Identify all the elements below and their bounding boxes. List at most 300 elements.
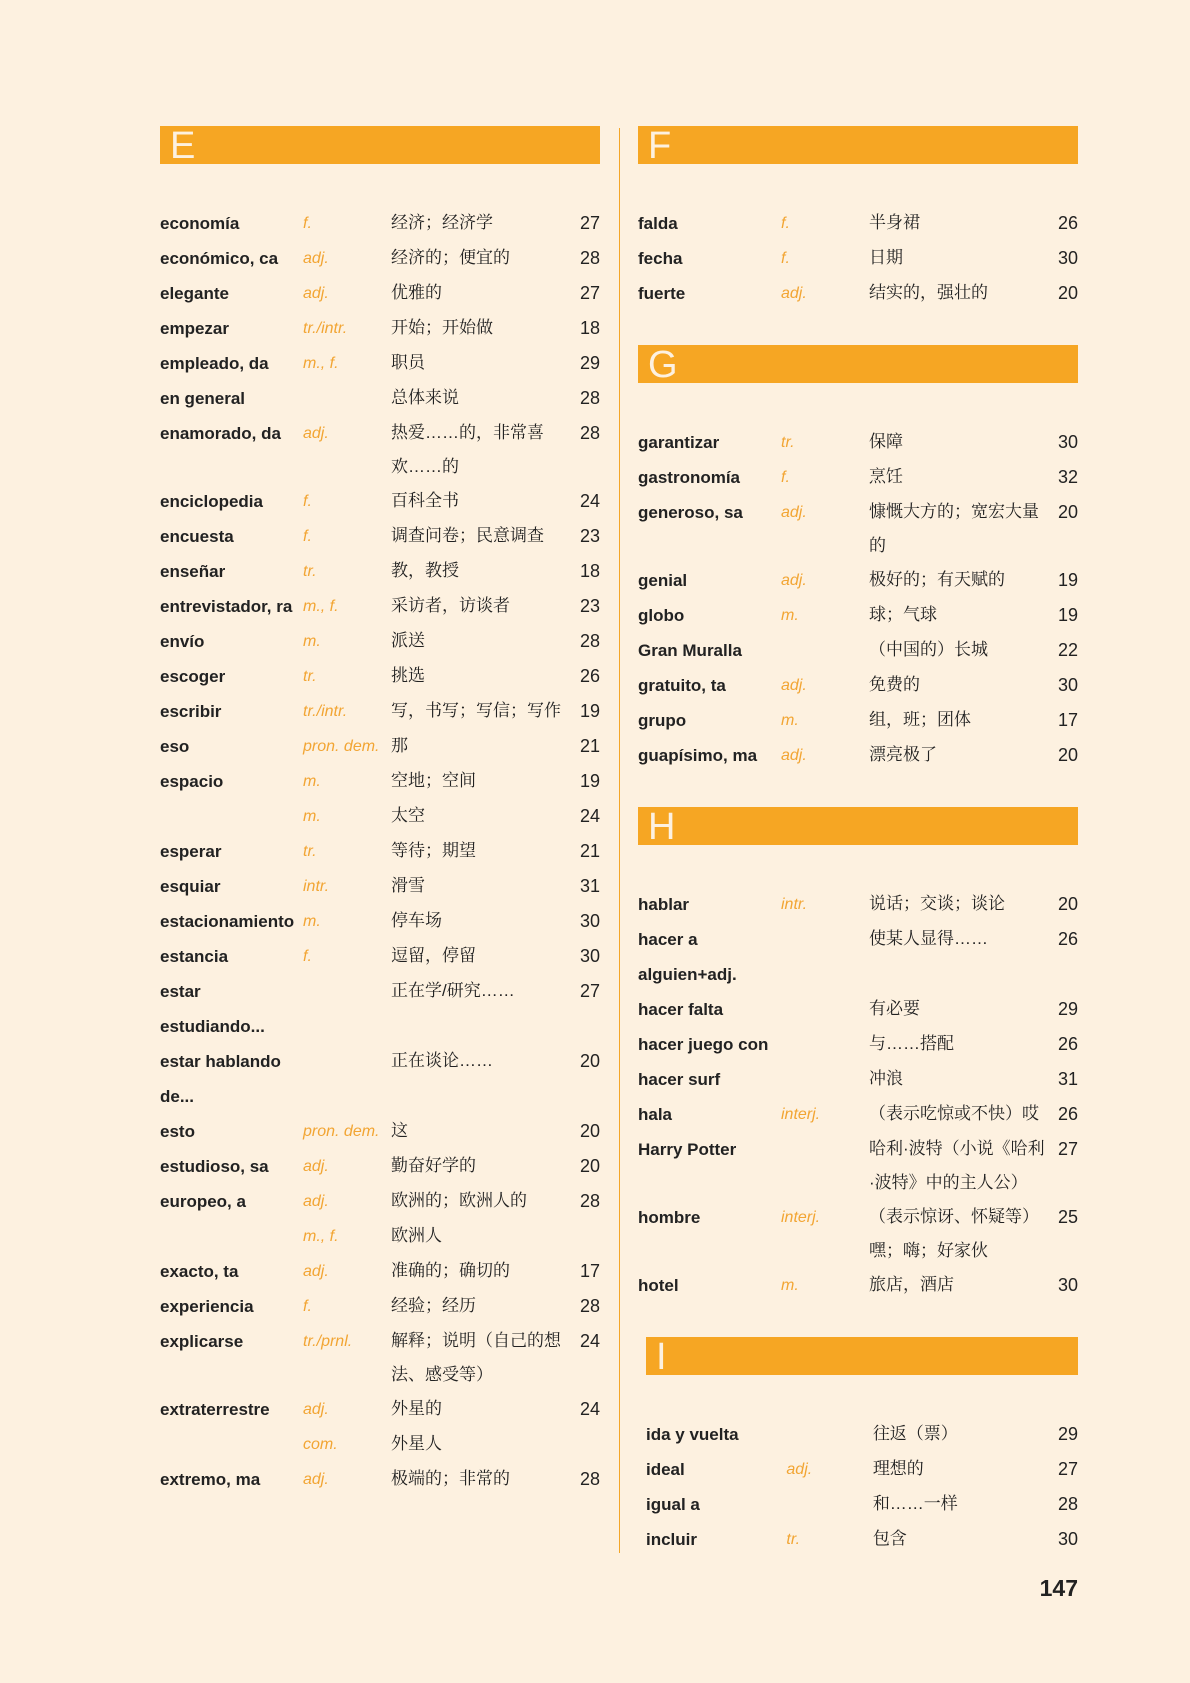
entry-page: 17 [579,1261,600,1281]
entry-row [638,1097,1078,1132]
entry-row [160,834,600,869]
entry-page: 28 [579,1296,600,1316]
entry-row [160,1289,600,1324]
entry-row [160,589,600,624]
entry-page: 28 [579,248,600,268]
entry-pos: adj. [303,1158,329,1175]
entry-word: igual a [646,1495,700,1514]
entry-word: extremo, ma [160,1470,261,1489]
entry-page: 24 [579,1399,600,1419]
entry-row [638,460,1078,495]
entry-word: hacer surf [638,1070,721,1089]
entry-word: eso [160,737,190,756]
entry-word: elegante [160,284,229,303]
entry-row [646,1522,1078,1557]
entry-page: 29 [579,353,600,373]
entry-pos: tr./intr. [303,320,348,337]
entry-page: 26 [1057,1034,1078,1054]
entry-word: estar hablando de... [160,1052,281,1106]
entry-page: 20 [579,1121,600,1141]
entry-page: 24 [579,806,600,826]
entry-word: generoso, sa [638,503,743,522]
entry-row [160,1114,600,1149]
entry-pos [781,922,869,992]
entry-pos: m., f. [303,355,339,372]
section-letter-band: G [638,345,1078,383]
entry-word: enamorado, da [160,424,281,443]
entry-row [160,729,600,764]
entry-meaning: 挑选 [391,666,425,685]
entry-word: encuesta [160,527,234,546]
entry-page: 30 [1057,248,1078,268]
entry-page: 26 [1057,1104,1078,1124]
entry-page: 21 [579,841,600,861]
entry-row [160,624,600,659]
entry-pos: adj. [781,285,807,302]
entry-meaning: 经济的；便宜的 [391,248,510,267]
entry-word: empleado, da [160,354,269,373]
entry-page: 17 [1057,710,1078,730]
entry-word: enseñar [160,562,226,581]
entry-meaning: 和……一样 [872,1494,958,1513]
entry-word: esquiar [160,877,221,896]
entry-word: estar estudiando... [160,982,265,1036]
entry-word: guapísimo, ma [638,746,758,765]
entry-meaning: 调查问卷；民意调查 [391,526,544,545]
entry-meaning: 经济；经济学 [391,213,493,232]
entry-word: empezar [160,319,229,338]
entry-meaning: （表示吃惊或不快）哎 [869,1104,1039,1123]
entry-pos [781,992,869,1027]
entry-row [160,904,600,939]
section-letter-band: E [160,126,600,164]
left-column [160,126,600,1497]
entry-meaning: 开始；开始做 [391,318,493,337]
entry-page: 21 [579,736,600,756]
entry-row [646,1417,1078,1452]
entry-word: escribir [160,702,222,721]
entry-word [160,1427,303,1462]
page-number: 147 [1039,1575,1078,1601]
entry-row [160,799,600,834]
entry-pos: tr. [303,668,317,685]
entry-meaning: （中国的）长城 [869,640,988,659]
entry-pos: f. [303,215,312,232]
entry-pos: m. [303,773,321,790]
entry-pos: intr. [303,878,330,895]
entry-pos [303,1044,391,1114]
entry-row [160,206,600,241]
entry-meaning: 外星的 [391,1399,442,1418]
entry-page: 20 [1057,283,1078,303]
entry-meaning: 百科全书 [391,491,459,510]
entry-meaning: 派送 [391,631,425,650]
entry-meaning: 保障 [869,432,903,451]
entry-row [646,1487,1078,1522]
entry-word: exacto, ta [160,1262,239,1281]
entry-pos: m. [781,607,799,624]
entry-pos: f. [303,1298,312,1315]
entry-meaning: 正在谈论…… [391,1051,493,1070]
entry-word: estudioso, sa [160,1157,269,1176]
entry-pos: adj. [781,747,807,764]
entry-pos: tr./intr. [303,703,348,720]
entry-word: entrevistador, ra [160,597,293,616]
entry-pos: tr. [781,434,795,451]
entry-meaning: 写，书写；写信；写作 [391,701,561,720]
entry-meaning: 经验；经历 [391,1296,476,1315]
entry-row [160,869,600,904]
entry-meaning: 逗留，停留 [391,946,476,965]
entry-word: enciclopedia [160,492,263,511]
entry-page: 27 [1057,1139,1078,1159]
entry-word: escoger [160,667,226,686]
entry-word: Harry Potter [638,1140,737,1159]
entry-word: en general [160,389,246,408]
entry-meaning: 空地；空间 [391,771,476,790]
entry-pos: tr. [303,843,317,860]
entry-word: hala [638,1105,673,1124]
entry-meaning: （表示惊讶、怀疑等）嘿；嗨；好家伙 [869,1207,1039,1260]
entry-row [638,1200,1078,1268]
entry-page: 27 [579,213,600,233]
entry-meaning: 烹饪 [869,467,903,486]
entry-page: 28 [1057,1494,1079,1514]
entry-meaning: 太空 [391,806,425,825]
entry-meaning: 冲浪 [869,1069,903,1088]
entry-pos: m. [303,633,321,650]
entry-word: hacer falta [638,1000,724,1019]
entry-word: incluir [646,1530,698,1549]
entry-pos: intr. [781,896,808,913]
entry-meaning: 极好的；有天赋的 [869,570,1005,589]
entry-pos: com. [303,1436,338,1453]
entry-page: 29 [1057,999,1078,1019]
entry-row [160,381,600,416]
entry-row [160,1149,600,1184]
entry-page: 28 [579,1191,600,1211]
entry-row [638,703,1078,738]
entry-pos: interj. [781,1106,821,1123]
entry-page: 30 [1057,1529,1079,1549]
entry-row [160,764,600,799]
entry-pos: tr./prnl. [303,1333,353,1350]
entry-meaning: 使某人显得…… [869,929,988,948]
entry-page: 32 [1057,467,1078,487]
entry-row [160,311,600,346]
entry-word: europeo, a [160,1192,246,1211]
entry-pos: adj. [781,504,807,521]
entry-pos: adj. [303,1263,329,1280]
entry-word: fecha [638,249,683,268]
entry-page: 19 [579,771,600,791]
entry-meaning: 这 [391,1121,408,1140]
entry-row [638,598,1078,633]
entry-pos: adj. [781,677,807,694]
entry-meaning: 结实的，强壮的 [869,283,988,302]
entry-page: 24 [579,491,600,511]
entry-meaning: 勤奋好学的 [391,1156,476,1175]
entry-page: 30 [1057,1275,1078,1295]
entry-page: 25 [1057,1207,1078,1227]
entry-page: 27 [579,283,600,303]
entry-page: 27 [1057,1459,1079,1479]
entry-row [160,1044,600,1114]
entry-meaning: 哈利·波特（小说《哈利·波特》中的主人公） [869,1139,1045,1192]
column-divider [619,128,620,1553]
entry-meaning: 半身裙 [869,213,920,232]
entry-row [160,1324,600,1392]
entry-word: esperar [160,842,222,861]
entry-page: 20 [1057,894,1078,914]
entry-page: 28 [579,423,600,443]
entry-meaning: 极端的；非常的 [391,1469,510,1488]
entry-meaning: 有必要 [869,999,920,1018]
entry-row [160,346,600,381]
entry-meaning: 准确的；确切的 [391,1261,510,1280]
entry-pos: f. [303,493,312,510]
entry-row [160,416,600,484]
entry-pos: m. [781,1277,799,1294]
entry-meaning: 优雅的 [391,283,442,302]
entry-word: estacionamiento [160,912,295,931]
entry-pos: f. [781,250,790,267]
entry-row [638,992,1078,1027]
entry-meaning: 等待；期望 [391,841,476,860]
entry-row [160,974,600,1044]
entry-row [160,1427,600,1462]
entry-pos: adj. [303,1193,329,1210]
entry-meaning: 球；气球 [869,605,937,624]
entry-pos: tr. [786,1531,801,1548]
entry-row [638,276,1078,311]
entry-pos: m., f. [303,1228,339,1245]
entry-row [638,425,1078,460]
entry-word: hotel [638,1276,679,1295]
entry-word: falda [638,214,678,233]
entry-page: 18 [579,318,600,338]
entry-row [160,241,600,276]
entry-meaning: 职员 [391,353,425,372]
entry-pos [786,1487,872,1522]
entry-row [638,738,1078,773]
section-e [160,126,600,1497]
entry-row [638,1132,1078,1200]
entry-word: espacio [160,772,224,791]
entry-page: 18 [579,561,600,581]
entry-meaning: 理想的 [872,1459,924,1478]
entry-meaning: 正在学/研究…… [391,981,515,1000]
entry-word: económico, ca [160,249,279,268]
entry-word: hombre [638,1208,701,1227]
entry-pos: pron. dem. [303,738,380,755]
entry-pos: adj. [303,1471,329,1488]
entry-pos: adj. [303,425,329,442]
entry-meaning: 与……搭配 [869,1034,954,1053]
entry-row [638,887,1078,922]
entry-meaning: 总体来说 [391,388,459,407]
section-f [638,126,1078,311]
entry-pos: pron. dem. [303,1123,380,1140]
section-h [638,807,1078,1303]
entry-meaning: 采访者，访谈者 [391,596,510,615]
entry-page: 20 [579,1051,600,1071]
entry-pos: f. [781,469,790,486]
entry-page: 23 [579,526,600,546]
entry-meaning: 停车场 [391,911,442,930]
entry-meaning: 往返（票） [872,1424,958,1443]
entry-pos [786,1417,872,1452]
entry-row [160,1219,600,1254]
entry-page: 30 [579,911,600,931]
entry-pos: m. [303,913,321,930]
entry-page: 31 [579,876,600,896]
entry-pos: f. [303,528,312,545]
entry-word: explicarse [160,1332,244,1351]
entry-page [567,1219,600,1254]
entry-word [160,1219,303,1254]
entry-pos: interj. [781,1209,821,1226]
entry-meaning: 漂亮极了 [869,745,937,764]
entry-word: hacer a alguien+adj. [638,930,737,984]
entry-meaning: 日期 [869,248,903,267]
entry-pos: adj. [786,1461,813,1478]
entry-word: genial [638,571,688,590]
entry-row [638,495,1078,563]
entry-meaning: 组，班；团体 [869,710,971,729]
entry-page: 19 [1057,605,1078,625]
entry-page: 23 [579,596,600,616]
entry-word: envío [160,632,205,651]
entry-page: 30 [1057,675,1078,695]
entry-meaning: 旅店，酒店 [869,1275,954,1294]
entry-page: 24 [579,1331,600,1351]
entry-word: garantizar [638,433,720,452]
entry-page: 28 [579,1469,600,1489]
entry-page: 29 [1057,1424,1079,1444]
entry-pos [303,974,391,1044]
entry-meaning: 热爱……的，非常喜欢……的 [391,423,544,476]
right-column [638,126,1078,1557]
entry-pos: m. [303,808,321,825]
entry-pos: m. [781,712,799,729]
entry-meaning: 外星人 [391,1434,442,1453]
entry-pos: adj. [781,572,807,589]
entry-row [160,554,600,589]
entry-word: fuerte [638,284,686,303]
entry-word: ideal [646,1460,685,1479]
entry-word: Gran Muralla [638,641,742,660]
entry-word: gastronomía [638,468,741,487]
entry-page: 31 [1057,1069,1078,1089]
entry-row [638,922,1078,992]
entry-meaning: 欧洲人 [391,1226,442,1245]
section-letter-band: H [638,807,1078,845]
section-letter-band: I [646,1337,1078,1375]
entry-page [567,1427,600,1462]
entry-page: 22 [1057,640,1078,660]
entry-page: 20 [579,1156,600,1176]
entry-row [638,563,1078,598]
entry-page: 30 [579,946,600,966]
entry-word: hablar [638,895,690,914]
entry-meaning: 滑雪 [391,876,425,895]
entry-row [160,519,600,554]
entry-word: grupo [638,711,687,730]
entry-word: experiencia [160,1297,254,1316]
entry-pos [303,381,391,416]
entry-page: 26 [1057,213,1078,233]
entry-word: hacer juego con [638,1035,769,1054]
entry-pos [781,1132,869,1200]
entry-meaning: 欧洲的；欧洲人的 [391,1191,527,1210]
entry-meaning: 说话；交谈；谈论 [869,894,1005,913]
entry-row [160,659,600,694]
entry-row [638,668,1078,703]
entry-page: 28 [579,631,600,651]
entry-word: ida y vuelta [646,1425,739,1444]
entry-page: 26 [1057,929,1078,949]
entry-row [638,1062,1078,1097]
entry-row [646,1452,1078,1487]
entry-row [638,1027,1078,1062]
entry-meaning: 慷慨大方的；宽宏大量的 [869,502,1039,555]
entry-word [160,799,303,834]
section-i [646,1337,1078,1557]
entry-page: 20 [1057,502,1078,522]
entry-word: estancia [160,947,229,966]
entry-row [160,939,600,974]
entry-page: 19 [579,701,600,721]
entry-word: globo [638,606,685,625]
entry-row [638,206,1078,241]
entry-row [160,1462,600,1497]
entry-page: 20 [1057,745,1078,765]
entry-meaning: 那 [391,736,408,755]
entry-page: 27 [579,981,600,1001]
entry-row [160,276,600,311]
entry-page: 26 [579,666,600,686]
entry-pos [781,1062,869,1097]
entry-page: 28 [579,388,600,408]
entry-pos: tr. [303,563,317,580]
entry-page: 30 [1057,432,1078,452]
entry-meaning: 免费的 [869,675,920,694]
entry-word: esto [160,1122,195,1141]
entry-pos: f. [781,215,790,232]
entry-pos [781,633,869,668]
entry-row [638,241,1078,276]
entry-row [160,1184,600,1219]
section-g [638,345,1078,773]
entry-row [160,1392,600,1427]
entry-row [638,1268,1078,1303]
entry-word: extraterrestre [160,1400,270,1419]
entry-row [160,1254,600,1289]
entry-meaning: 包含 [872,1529,907,1548]
entry-pos: m., f. [303,598,339,615]
entry-page: 19 [1057,570,1078,590]
entry-pos [781,1027,869,1062]
entry-row [160,694,600,729]
entry-pos: adj. [303,285,329,302]
entry-row [638,633,1078,668]
entry-word: gratuito, ta [638,676,726,695]
entry-meaning: 解释；说明（自己的想法、感受等） [391,1331,561,1384]
entry-pos: adj. [303,250,329,267]
entry-pos: f. [303,948,312,965]
section-letter-band: F [638,126,1078,164]
